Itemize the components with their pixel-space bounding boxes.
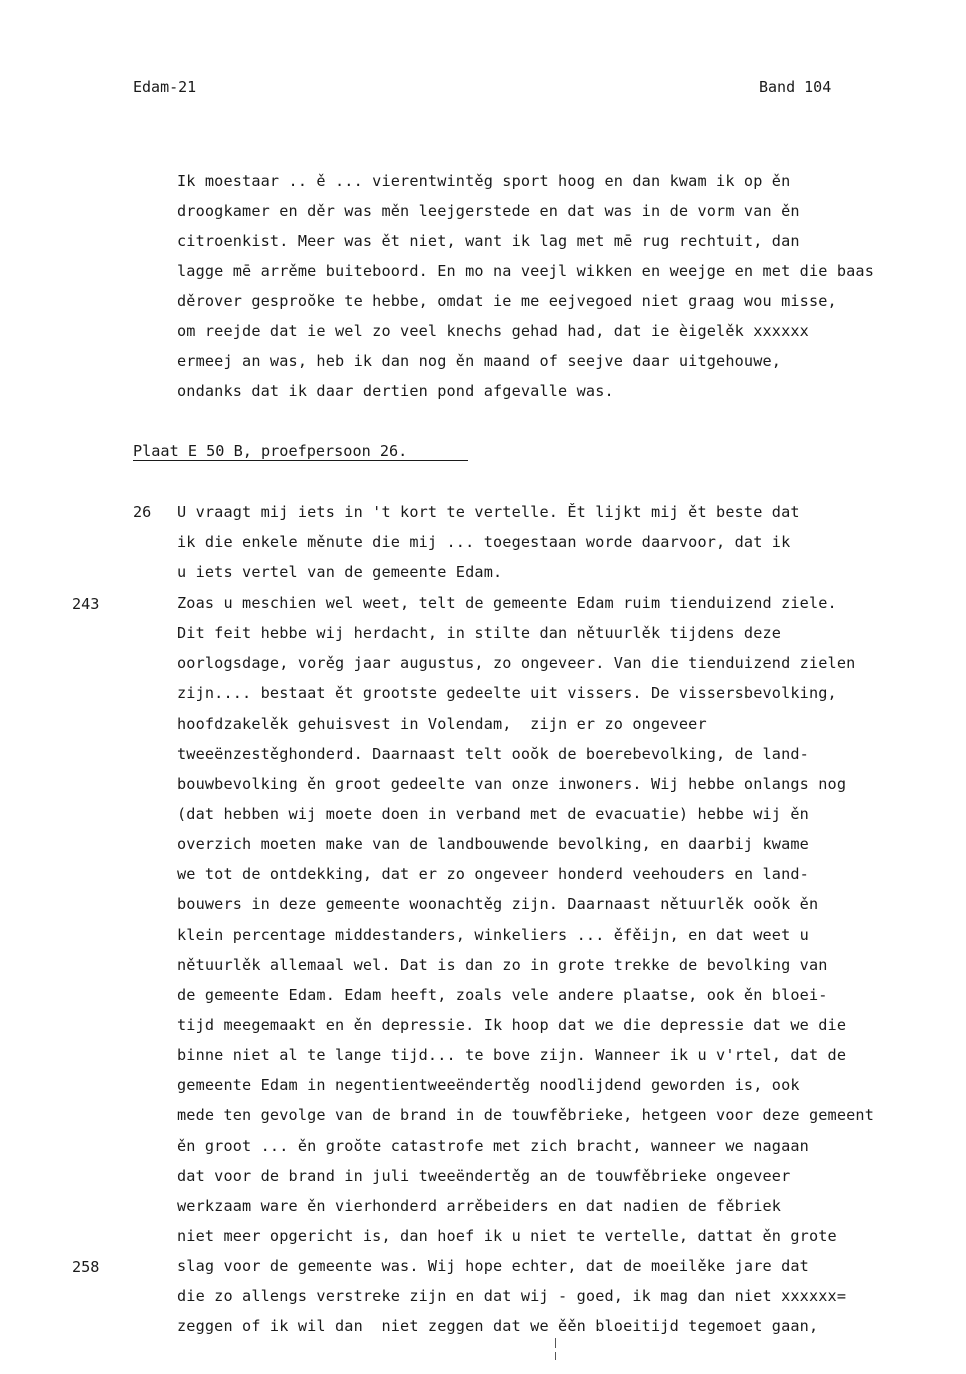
text-line: overzich moeten make van de landbouwende bevolking, en daarbij kwame	[177, 835, 809, 853]
text-line: ěn groot ... ěn groŏte catastrofe met zich bracht, wanneer we nagaan	[177, 1137, 809, 1155]
text-line: mede ten gevolge van de brand in de touwfěbrieke, hetgeen voor deze gemeent	[177, 1106, 875, 1124]
text-line: binne niet al te lange tijd... te bove zijn. Wanneer ik u v'rtel, dat de	[177, 1046, 847, 1064]
section-heading: Plaat E 50 B, proefpersoon 26.	[133, 442, 408, 460]
document-id: Edam-21	[133, 78, 197, 96]
text-line: tweeënzestěghonderd. Daarnaast telt ooŏk de boerebevolking, de land-	[177, 745, 809, 763]
text-line: Zoas u meschien wel weet, telt de gemeente Edam ruim tienduizend ziele.	[177, 594, 837, 612]
text-line: ik die enkele měnute die mij ... toegestaan worde daarvoor, dat ik	[177, 533, 791, 551]
pen-mark	[555, 1338, 556, 1348]
margin-number: 243	[72, 595, 100, 613]
text-line: nětuurlěk allemaal wel. Dat is dan zo in grote trekke de bevolking van	[177, 956, 828, 974]
band-number: Band 104	[759, 78, 832, 96]
text-line: we tot de ontdekking, dat er zo ongeveer honderd veehouders en land-	[177, 865, 809, 883]
pen-mark	[555, 1352, 556, 1360]
text-line: die zo allengs verstreke zijn en dat wij - goed, ik mag dan niet xxxxxx=	[177, 1287, 847, 1305]
text-line: slag voor de gemeente was. Wij hope echter, dat de moeilěke jare dat	[177, 1257, 809, 1275]
text-line: (dat hebben wij moete doen in verband met de evacuatie) hebbe wij ěn	[177, 805, 809, 823]
text-line: oorlogsdage, vorěg jaar augustus, zo ongeveer. Van die tienduizend zielen	[177, 654, 856, 672]
text-line: Dit feit hebbe wij herdacht, in stilte dan nětuurlěk tijdens deze	[177, 624, 782, 642]
text-line: droogkamer en děr was měn leejgerstede en dat was in de vorm van ěn	[177, 202, 800, 220]
text-line: de gemeente Edam. Edam heeft, zoals vele andere plaatse, ook ěn bloei-	[177, 986, 828, 1004]
speaker-number: 26	[133, 503, 152, 521]
text-line: zijn.... bestaat ět grootste gedeelte uit vissers. De vissersbevolking,	[177, 684, 837, 702]
text-line: tijd meegemaakt en ěn depressie. Ik hoop dat we die depressie dat we die	[177, 1016, 847, 1034]
text-line: werkzaam ware ěn vierhonderd arrěbeiders en dat nadien de fěbriek	[177, 1197, 782, 1215]
text-line: citroenkist. Meer was ět niet, want ik lag met mē rug rechtuit, dan	[177, 232, 800, 250]
text-line: ondanks dat ik daar dertien pond afgevalle was.	[177, 382, 614, 400]
text-line: u iets vertel van de gemeente Edam.	[177, 563, 503, 581]
margin-number: 258	[72, 1258, 100, 1276]
text-line: klein percentage middestanders, winkeliers ... ěfěijn, en dat weet u	[177, 926, 809, 944]
text-line: bouwbevolking ěn groot gedeelte van onze inwoners. Wij hebbe onlangs nog	[177, 775, 847, 793]
text-line: zeggen of ik wil dan niet zeggen dat we ěěn bloeitijd tegemoet gaan,	[177, 1317, 819, 1335]
text-line: hoofdzakelěk gehuisvest in Volendam, zijn er zo ongeveer	[177, 715, 707, 733]
heading-underline	[133, 460, 468, 461]
text-line: bouwers in deze gemeente woonachtěg zijn. Daarnaast nětuurlěk ooŏk ěn	[177, 895, 819, 913]
text-line: lagge mē arrěme buiteboord. En mo na veejl wikken en weejge en met die baas	[177, 262, 875, 280]
text-line: Ik moestaar .. ě ... vierentwintěg sport hoog en dan kwam ik op ěn	[177, 172, 791, 190]
text-line: niet meer opgericht is, dan hoef ik u niet te vertelle, dattat ěn grote	[177, 1227, 837, 1245]
text-line: U vraagt mij iets in 't kort te vertelle. Ět lijkt mij ět beste dat	[177, 503, 800, 521]
text-line: děrover gesproŏke te hebbe, omdat ie me eejvegoed niet graag wou misse,	[177, 292, 837, 310]
text-line: om reejde dat ie wel zo veel knechs gehad had, dat ie èigelěk xxxxxx	[177, 322, 809, 340]
text-line: dat voor de brand in juli tweeëndertěg an de touwfěbrieke ongeveer	[177, 1167, 791, 1185]
text-line: ermeej an was, heb ik dan nog ěn maand of seejve daar uitgehouwe,	[177, 352, 782, 370]
text-line: gemeente Edam in negentientweeëndertěg noodlijdend geworden is, ook	[177, 1076, 800, 1094]
